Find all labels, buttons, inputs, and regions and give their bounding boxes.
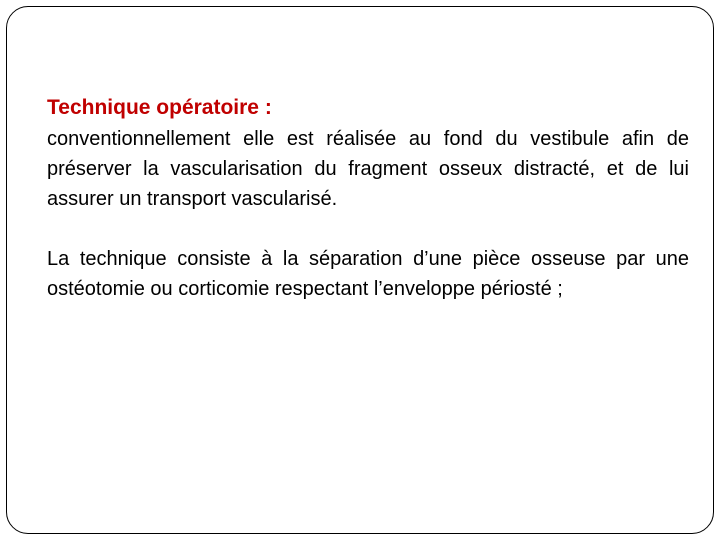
paragraph-surgical-approach: conventionnellement elle est réalisée au fond du vestibule afin de préserver la vascularisation du fragment osseux distracté, et de lui assurer un transport vascularisé. [47,128,689,210]
paragraph-technique-description: La technique consiste à la séparation d’une pièce osseuse par une ostéotomie ou corticomie respectant l’enveloppe périosté ; [47,248,689,300]
slide-title: Technique opératoire : [47,96,272,119]
slide-content [47,93,689,304]
